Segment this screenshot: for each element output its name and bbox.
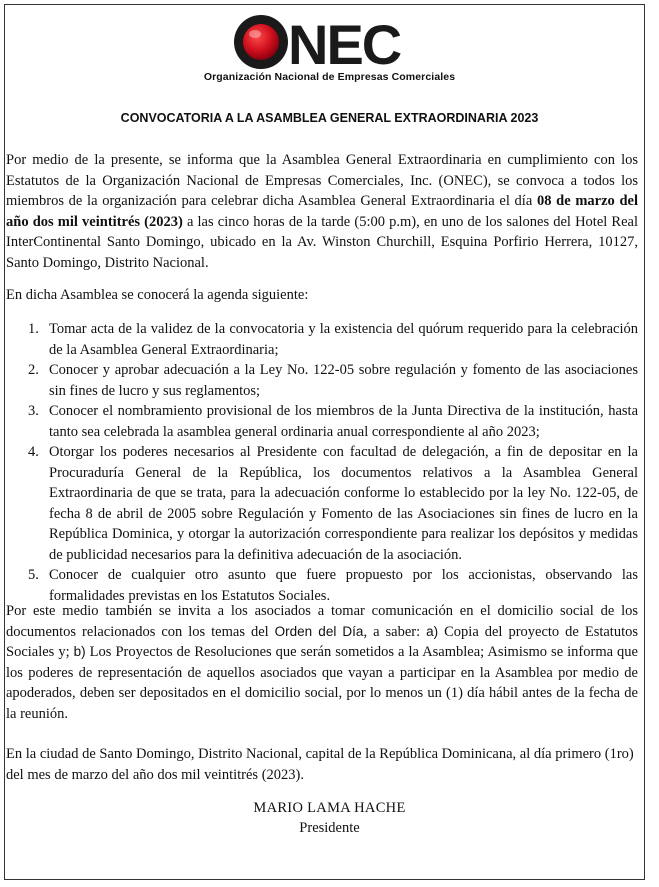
agenda-item [18, 442, 638, 565]
logo-letters: NEC [287, 13, 400, 72]
agenda-item-text: Conocer el nombramiento provisional de los miembros de la Junta Directiva de la institución, hasta tanto sea celebrada la asamblea general ordinaria anual correspondiente al año 2023; [49, 403, 638, 440]
intro-text-1: Por medio de la presente, se informa que la Asamblea General Extraordinaria en cumplimiento con los Estatutos de la Organización Nacional de Empresas Comerciales, Inc. (ONEC), se convoca a todos los miembros de la organización para celebrar dicha Asamblea General Extraordinaria el día [6, 152, 638, 209]
signer-name: MARIO LAMA HACHE [253, 800, 406, 816]
page-title: CONVOCATORIA A LA ASAMBLEA GENERAL EXTRAORDINARIA 2023 [120, 111, 539, 125]
documents-text-4: Los Proyectos de Resoluciones que serán sometidos a la Asamblea; Asimismo se informa que los poderes de representación de aquellos asociados que vayan a participar en la Asamblea por medio de apoderados, deben ser depositados en el domicilio social, por lo menos un (1) día hábil antes de la fecha de la reunión. [6, 644, 638, 722]
intro-date: 08 de marzo del año dos mil veintitrés (2023) [6, 193, 638, 230]
agenda-item-number: 2. [28, 362, 39, 378]
agenda-intro: En dicha Asamblea se conocerá la agenda siguiente: [6, 287, 309, 303]
agenda-item-text: Conocer y aprobar adecuación a la Ley No. 122-05 sobre regulación y fomento de las asociaciones sin fines de lucro y sus reglamentos; [49, 362, 638, 399]
intro-text-2: a las cinco horas de la tarde (5:00 p.m), en uno de los salones del Hotel Real InterContinental Santo Domingo, ubicado en la Av. Winston Churchill, Esquina Porfirio Herrera, 10127, Santo Domingo, Distrito Nacional. [6, 213, 638, 271]
agenda-item-text: Conocer de cualquier otro asunto que fuere propuesto por los accionistas, observando las formalidades previstas en los Estatutos Sociales. [49, 567, 638, 604]
agenda-item-text: Tomar acta de la validez de la convocatoria y la existencia del quórum requerido para la celebración de la Asamblea General Extraordinaria; [49, 321, 638, 358]
agenda-list [18, 319, 638, 606]
documents-text-2: , a saber: [363, 623, 427, 640]
orden-del-dia: Orden del Día [274, 623, 364, 639]
onec-logo-mark [230, 12, 430, 72]
agenda-item-number: 1. [28, 321, 39, 337]
item-b-label: b) [73, 644, 86, 659]
agenda-item [18, 401, 638, 442]
agenda-item [18, 565, 638, 606]
agenda-item-number: 5. [28, 567, 39, 583]
agenda-item-text: Otorgar los poderes necesarios al Presidente con facultad de delegación, a fin de depositar en la Procuraduría General de la República, los documentos relativos a la Asamblea General Extraordinaria de que se trata, para la adecuación conforme lo establecido por la ley No. 122-05, de fecha 8 de abril de 2005 sobre Regulación y Fomento de las Asociaciones sin fines de lucro en la República Dominica, y otorgar la autorización correspondiente para realizar los depósitos y medidas de publicidad necesarios para la definitiva adecuación de la asociación. [49, 444, 638, 563]
closing-paragraph: En la ciudad de Santo Domingo, Distrito Nacional, capital de la República Dominicana, al día primero (1ro) del mes de marzo del año dos mil veintitrés (2023). [6, 746, 634, 783]
signer-role: Presidente [299, 820, 360, 836]
documents-text-1: Por este medio también se invita a los asociados a tomar comunicación en el domicilio social de los documentos relacionados con los temas del [6, 603, 638, 640]
logo-sphere-icon [243, 24, 279, 60]
item-a-label: a) [426, 623, 439, 639]
documents-text-3: Copia del proyecto de Estatutos Sociales y; [6, 623, 638, 660]
agenda-item [18, 319, 638, 360]
intro-paragraph [6, 150, 638, 273]
org-name: Organización Nacional de Empresas Comerciales [203, 71, 456, 83]
agenda-item-number: 4. [28, 444, 39, 460]
agenda-item-number: 3. [28, 403, 39, 419]
agenda-item [18, 360, 638, 401]
documents-paragraph [6, 601, 638, 724]
